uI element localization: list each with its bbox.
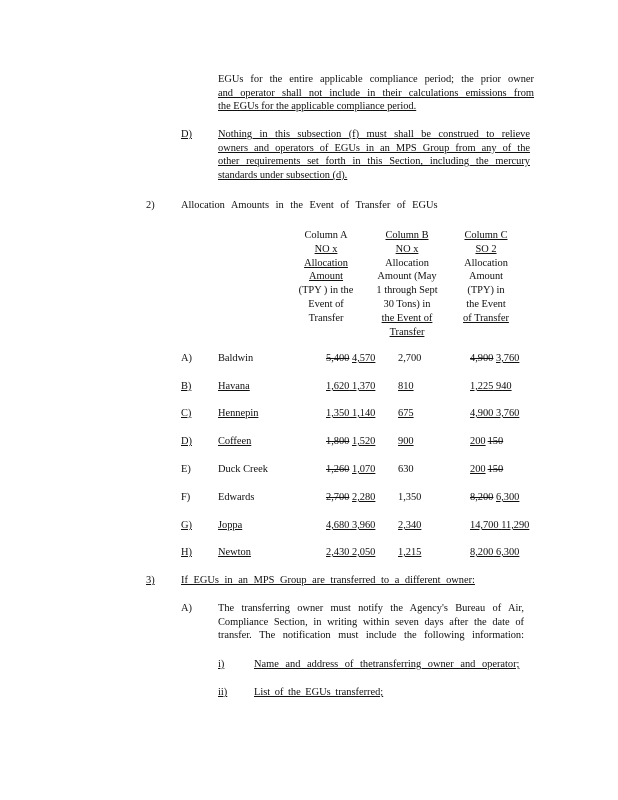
item-d-line-4: standards under subsection (d). (218, 169, 348, 181)
item-a3-line-2: Compliance Section, in writing within seven days after the date of (218, 616, 524, 628)
row-label: B) (181, 381, 192, 392)
row-col-b: 2,700 (398, 353, 422, 364)
row-name: Newton (218, 547, 251, 558)
item-d-paragraph (218, 128, 530, 182)
row-name: Joppa (218, 520, 243, 531)
row-name: Hennepin (218, 408, 259, 419)
row-col-a: 1,260 1,070 (326, 464, 376, 475)
row-col-c: 8,200 6,300 (470, 547, 520, 558)
row-col-b: 810 (398, 381, 414, 392)
item-a3-line-1: The transferring owner must notify the Agency's Bureau of Air, (218, 603, 524, 614)
row-col-b: 675 (398, 408, 414, 419)
item-a3-label: A) (181, 603, 192, 614)
intro-line-2: and operator shall not include in their calculations emissions from (218, 87, 534, 99)
row-col-c: 8,200 6,300 (470, 492, 520, 503)
item-d-label: D) (181, 129, 192, 140)
row-label: D) (181, 436, 192, 447)
item-a3-paragraph (218, 602, 524, 643)
row-col-b: 630 (398, 464, 414, 475)
item-d-line-3: other requirements set forth in this Section, including the mercury (218, 156, 530, 168)
item-a3-line-3: transfer. The notification must include the following information: (218, 630, 524, 642)
row-col-a: 1,800 1,520 (326, 436, 376, 447)
item-d-line-1: Nothing in this subsection (f) must shall be construed to relieve (218, 129, 530, 140)
section-3-title: If EGUs in an MPS Group are transferred to a different owner: (181, 575, 475, 586)
row-col-b: 1,350 (398, 492, 422, 503)
row-col-a: 1,350 1,140 (326, 408, 376, 419)
section-3-number: 3) (146, 575, 155, 586)
section-2-number: 2) (146, 200, 155, 211)
row-col-a: 4,680 3,960 (326, 520, 376, 531)
sub-item-i-text: Name and address of thetransferring owner and operator; (254, 659, 520, 670)
row-label: H) (181, 547, 192, 558)
row-label: E) (181, 464, 191, 475)
row-col-c: 200 150 (470, 464, 504, 475)
row-label: C) (181, 408, 192, 419)
item-d-line-2: owners and operators of EGUs in an MPS Group from any of the (218, 142, 530, 154)
row-col-a: 2,700 2,280 (326, 492, 376, 503)
row-col-b: 2,340 (398, 520, 422, 531)
row-col-c: 200 150 (470, 436, 504, 447)
sub-item-ii-text: List of the EGUs transferred; (254, 687, 384, 698)
row-name: Edwards (218, 492, 255, 503)
row-col-c: 4,900 3,760 (470, 353, 520, 364)
row-name: Baldwin (218, 353, 254, 364)
column-c-header: Column C SO 2 Allocation Amount (TPY) in the Event of Transfer (463, 230, 509, 324)
row-col-a: 5,400 4,570 (326, 353, 376, 364)
column-b-header: Column B NO x Allocation Amount (May 1 through Sept 30 Tons) in the Event of Transfer (376, 230, 438, 338)
row-label: A) (181, 353, 192, 364)
row-col-c: 14,700 11,290 (470, 520, 530, 531)
intro-line-3: the EGUs for the applicable compliance period. (218, 101, 417, 113)
section-2-title: Allocation Amounts in the Event of Transfer of EGUs (181, 200, 438, 211)
row-col-a: 1,620 1,370 (326, 381, 376, 392)
column-a-header: Column A NO x Allocation Amount (TPY ) in the Event of Transfer (298, 230, 354, 324)
sub-item-i-label: i) (218, 659, 225, 670)
row-label: F) (181, 492, 191, 503)
sub-item-ii-label: ii) (218, 687, 228, 698)
intro-line-1: EGUs for the entire applicable compliance period; the prior owner (218, 74, 534, 85)
intro-paragraph (218, 73, 534, 114)
row-name: Coffeen (218, 436, 252, 447)
row-col-a: 2,430 2,050 (326, 547, 376, 558)
row-col-c: 4,900 3,760 (470, 408, 520, 419)
row-name: Havana (218, 381, 250, 392)
row-col-b: 1,215 (398, 547, 422, 558)
row-name: Duck Creek (218, 464, 268, 475)
row-label: G) (181, 520, 192, 531)
row-col-c: 1,225 940 (470, 381, 512, 392)
row-col-b: 900 (398, 436, 414, 447)
